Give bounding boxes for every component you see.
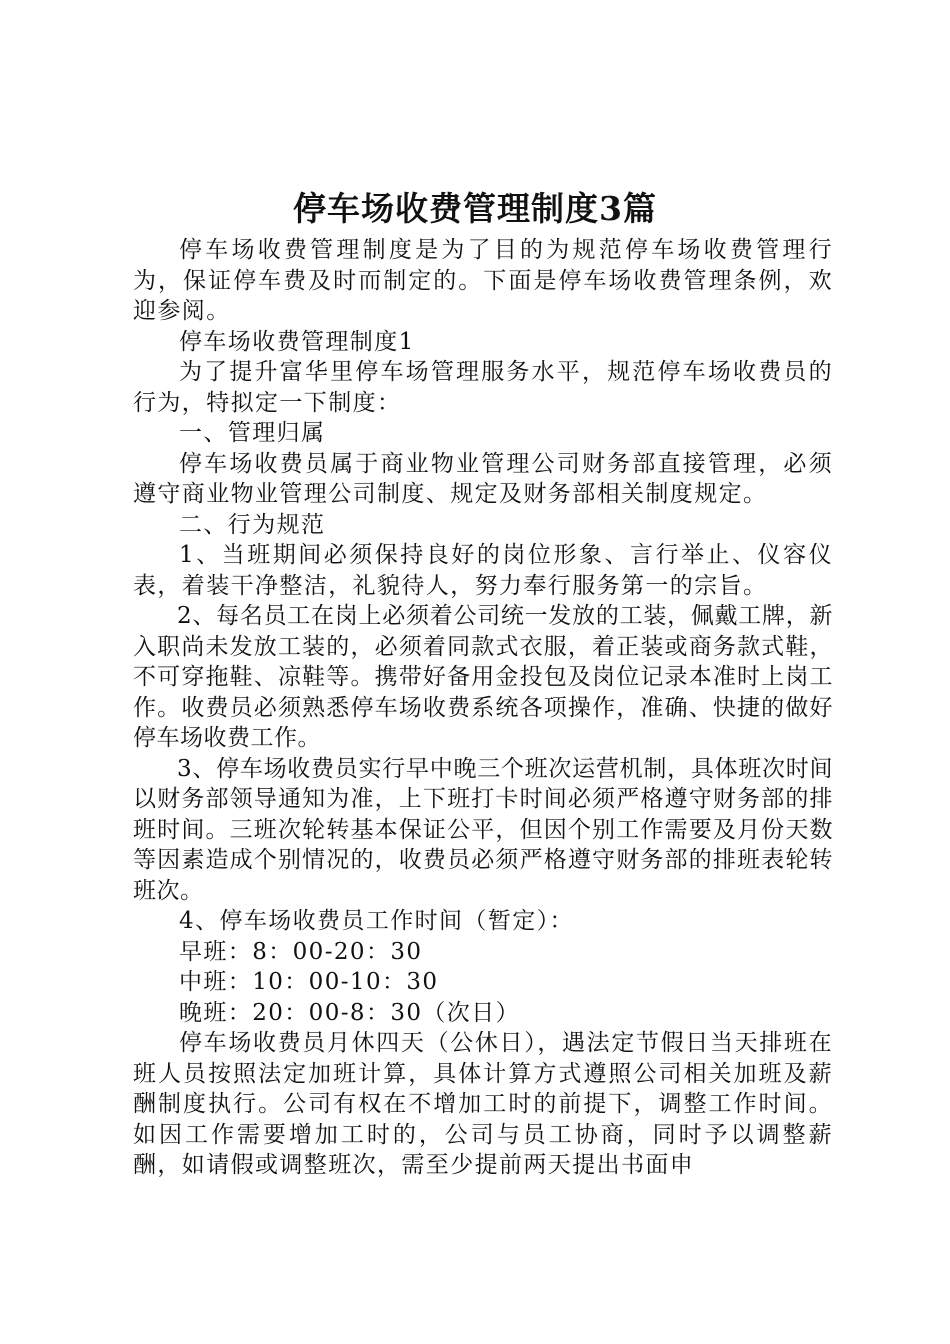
rest-days-paragraph: 停车场收费员月休四天（公休日），遇法定节假日当天排班在班人员按照法定加班计算，具体计算方式遵照公司相关加班及薪酬制度执行。公司有权在不增加工时的前提下，调整工作时间。如因工作需要增加工时的，公司与员工协商，同时予以调整薪酬，如请假或调整班次，需至少提前两天提出书面申 [133,1030,833,1178]
rule-3-paragraph: 3、停车场收费员实行早中晚三个班次运营机制，具体班次时间以财务部领导通知为准，上下班打卡时间必须严格遵守财务部的排班时间。三班次轮转基本保证公平，但因个别工作需要及月份天数等因素造成个别情况的，收费员必须严格遵守财务部的排班表轮转班次。 [133,755,833,904]
document-title: 停车场收费管理制度3篇 [293,189,657,228]
affiliation-paragraph: 停车场收费员属于商业物业管理公司财务部直接管理，必须遵守商业物业管理公司制度、规定及财务部相关制度规定。 [133,450,833,507]
rule-1-paragraph: 1、当班期间必须保持良好的岗位形象、言行举止、仪容仪表，着装干净整洁，礼貌待人，努力奉行服务第一的宗旨。 [133,542,833,599]
document-body [133,235,833,1181]
rule-4-paragraph: 4、停车场收费员工作时间（暂定）： [179,908,574,934]
section-heading-policy-1: 停车场收费管理制度1 [179,328,415,355]
rule-2-paragraph: 2、每名员工在岗上必须着公司统一发放的工装，佩戴工牌，新入职尚未发放工装的，必须着同款式衣服，着正装或商务款式鞋，不可穿拖鞋、凉鞋等。携带好备用金投包及岗位记录本准时上岗工作。收费员必须熟悉停车场收费系统各项操作，准确、快捷的做好停车场收费工作。 [133,603,833,751]
shift-middle: 中班：10：00-10：30 [179,969,439,995]
heading-management-affiliation: 一、管理归属 [179,420,326,446]
intro-paragraph: 停车场收费管理制度是为了目的为规范停车场收费管理行为，保证停车费及时而制定的。下面是停车场收费管理条例，欢迎参阅。 [133,237,833,324]
purpose-paragraph: 为了提升富华里停车场管理服务水平，规范停车场收费员的行为，特拟定一下制度： [133,359,833,416]
shift-night: 晚班：20：00-8：30（次日） [179,999,521,1026]
heading-conduct-rules: 二、行为规范 [179,511,326,538]
shift-morning: 早班：8：00-20：30 [179,938,423,965]
